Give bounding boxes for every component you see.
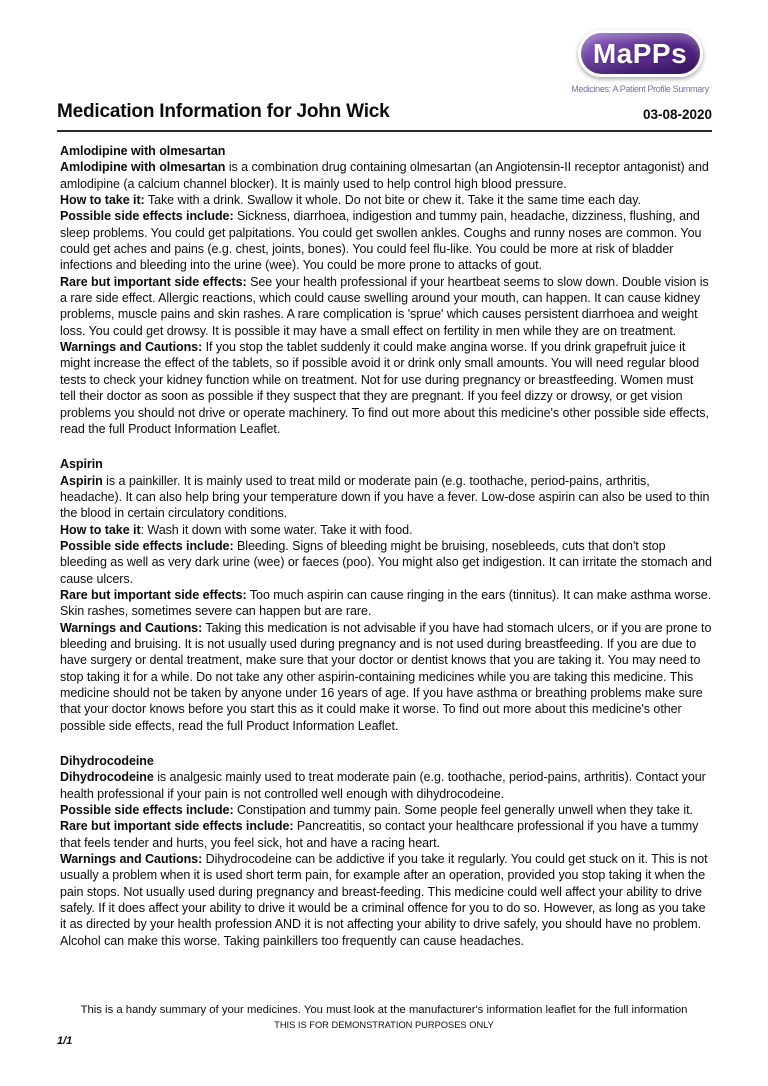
paragraph-text: : Wash it down with some water. Take it with food. (140, 522, 413, 537)
medication-body (60, 769, 712, 949)
medication-paragraph (60, 769, 712, 802)
medication-paragraph (60, 192, 712, 208)
medication-section (60, 753, 712, 949)
mapps-logo-text: MaPPs (592, 37, 688, 69)
paragraph-label: Warnings and Cautions: (60, 340, 203, 355)
paragraph-label: Amlodipine with olmesartan (60, 160, 226, 175)
medication-body (60, 473, 712, 735)
medication-paragraph (60, 818, 712, 851)
paragraph-label: How to take it (60, 522, 141, 537)
document-date: 03-08-2020 (642, 107, 712, 122)
medication-paragraph (60, 159, 712, 192)
paragraph-text: Sickness, diarrhoea, indigestion and tummy pain, headache, dizziness, flushing, and sleep problems. You could get palpitations. You could get swollen ankles. Coughs and runny noses are common. You could get aches and pains (e.g. chest, joints, bones). You could feel flu-like. You could be more at risk of bladder infections and bleeding into the urine (wee). You could be more prone to attacks of gout. (60, 209, 702, 273)
medication-name: Aspirin (60, 457, 103, 472)
paragraph-label: Rare but important side effects: (60, 274, 247, 289)
mapps-logo-pill (578, 30, 703, 77)
medication-paragraph (60, 620, 712, 734)
paragraph-text: Too much aspirin can cause ringing in the ears (tinnitus). It can make asthma worse. Skin rashes, sometimes severe can happen but are rare. (60, 587, 712, 619)
paragraph-label: Dihydrocodeine (60, 770, 154, 785)
medication-paragraph (60, 274, 712, 339)
medications (60, 143, 712, 949)
medication-paragraph (60, 851, 712, 949)
paragraph-text: Dihydrocodeine can be addictive if you take it regularly. You could get stuck on it. This is not usually a problem when it is used short term pain, for example after an operation, provided you stop taking it when the pain stops. Not usually used during pregnancy and breast-feeding. This medicine could well affect your ability to drive safely. If it does affect your ability to drive it would be a criminal offence for you to do so. However, as long as you take it as directed by your health profession AND it is not affecting your ability to drive safely, you should have no problem. Alcohol can make this worse. Taking painkillers too frequently can cause headaches. (60, 852, 708, 948)
mapps-logo-tagline: Medicines: A Patient Profile Summary (571, 84, 709, 94)
paragraph-label: Possible side effects include: (60, 209, 234, 224)
medication-paragraph (60, 208, 712, 273)
medication-body (60, 159, 712, 437)
medication-paragraph (60, 587, 712, 620)
medication-section (60, 143, 712, 437)
paragraph-text: Taking this medication is not advisable if you have had stomach ulcers, or if you are prone to bleeding and bruising. It is not usually used during pregnancy and is not used during breastfeeding. If you are due to have surgery or dental treatment, make sure that your doctor or dentist knows that you are taking it. You may need to stop taking it for a while. Do not take any other aspirin-containing medicines while you are taking this medicine. This medicine should not be taken by anyone under 16 years of age. If you have asthma or breathing problems make sure that your doctor knows before you start this as it could make it worse. To find out more about this medicine's other possible side effects, read the full Product Information Leaflet. (60, 620, 712, 733)
footer-summary-text: This is a handy summary of your medicines. You must look at the manufacturer's information leaflet for the full information (80, 1004, 688, 1016)
paragraph-text: is analgesic mainly used to treat moderate pain (e.g. toothache, period-pains, arthritis). Contact your health professional if your pain is not controlled well enough with dihydrocodeine. (60, 770, 706, 801)
paragraph-label: How to take it: (60, 193, 145, 208)
paragraph-text: Take with a drink. Swallow it whole. Do not bite or chew it. Take it the same time each day. (144, 193, 641, 208)
medication-paragraph (60, 802, 712, 818)
paragraph-text: Pancreatitis, so contact your healthcare professional if you have a tummy that feels tender and hurts, you feel sick, hot and have a racing heart. (60, 819, 699, 850)
medication-name: Amlodipine with olmesartan (60, 144, 226, 158)
paragraph-text: If you stop the tablet suddenly it could make angina worse. If you drink grapefruit juice it might increase the effect of the tablets, so if possible avoid it or drink only small amounts. You will need regular blood tests to check your kidney function while on treatment. Not for use during pregnancy or breastfeeding. Women must tell their doctor as soon as possible if they suspect that they are pregnant. If you feel dizzy or drowsy, or get vision problems you should not drive or operate machinery. To find out more about this medicine's other possible side effects, read the full Product Information Leaflet. (60, 340, 709, 436)
document-header (57, 101, 712, 132)
footer-demo-notice: THIS IS FOR DEMONSTRATION PURPOSES ONLY (274, 1020, 494, 1030)
paragraph-label: Possible side effects include: (60, 803, 234, 818)
paragraph-text: is a combination drug containing olmesartan (an Angiotensin-II receptor antagonist) and amlodipine (a calcium channel blocker). It is mainly used to help control high blood pressure. (60, 160, 709, 191)
page-number: 1/1 (57, 1035, 73, 1047)
paragraph-label: Warnings and Cautions: (60, 620, 203, 635)
paragraph-label: Possible side effects include: (60, 538, 234, 553)
paragraph-text: is a painkiller. It is mainly used to treat mild or moderate pain (e.g. toothache, period-pains, arthritis, headache). It can also help bring your temperature down if you have a fever. Low-dose aspirin can also be used to thin the blood in certain circulatory conditions. (60, 473, 710, 521)
paragraph-text: Constipation and tummy pain. Some people feel generally unwell when they take it. (233, 803, 693, 818)
paragraph-text: Bleeding. Signs of bleeding might be bruising, nosebleeds, cuts that don't stop bleeding as well as very dark urine (wee) or faeces (poo). You might also get indigestion. It can irritate the stomach and cause ulcers. (60, 538, 712, 586)
paragraph-label: Rare but important side effects: (60, 587, 247, 602)
page-title: Medication Information for John Wick (57, 101, 390, 122)
medication-section (60, 456, 712, 734)
medication-paragraph (60, 538, 712, 587)
paragraph-label: Aspirin (60, 473, 103, 488)
mapps-logo (569, 30, 711, 94)
medication-paragraph (60, 339, 712, 437)
paragraph-label: Warnings and Cautions: (60, 852, 203, 867)
medication-paragraph (60, 522, 712, 538)
medication-paragraph (60, 473, 712, 522)
medication-name: Dihydrocodeine (60, 754, 154, 769)
paragraph-text: See your health professional if your heartbeat seems to slow down. Double vision is a rare side effect. Allergic reactions, which could cause swelling around your mouth, can happen. It can cause kidney problems, muscle pains and skin rashes. A rare complication is 'sprue' which causes persistent diarrhoea and weight loss. You could get drowsy. It is possible it may have a small effect on fertility in men while they are on treatment. (60, 274, 709, 338)
paragraph-label: Rare but important side effects include: (60, 819, 294, 834)
